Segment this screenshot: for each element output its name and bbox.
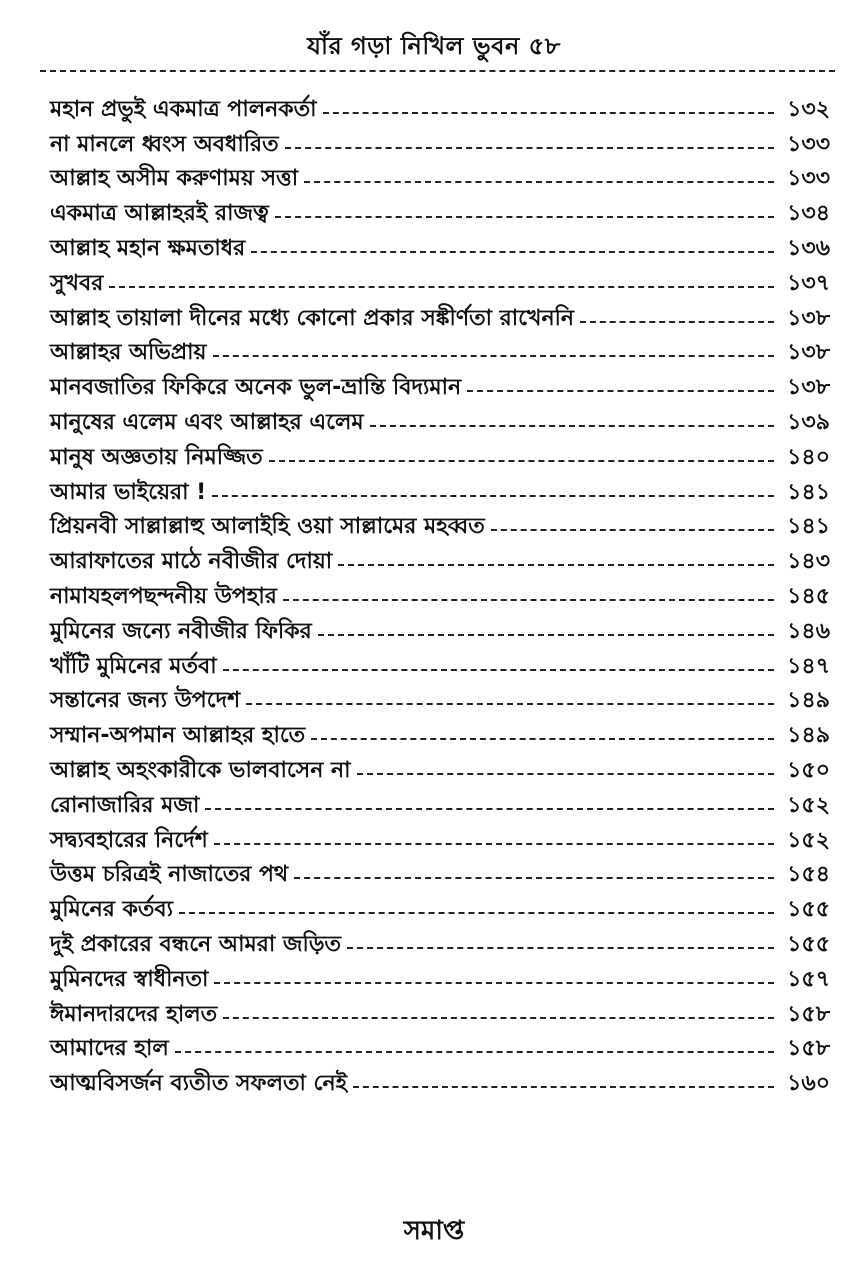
toc-entry-page-number: ১৪৯ (787, 688, 830, 714)
dot-leader (294, 877, 774, 879)
dot-leader (223, 669, 774, 671)
toc-entry-page-number: ১৪০ (787, 444, 830, 470)
toc-entry (50, 712, 830, 747)
dot-leader (467, 390, 774, 392)
dot-leader (353, 1086, 774, 1088)
toc-entry-title: উত্তম চরিত্রই নাজাতের পথ (50, 862, 289, 888)
toc-entry (50, 364, 830, 399)
toc-entry-page-number: ১৫৫ (787, 897, 830, 923)
toc-entry-page-number: ১৬০ (787, 1071, 830, 1097)
dot-leader (251, 251, 774, 253)
toc-entry-page-number: ১৫২ (787, 827, 830, 853)
toc-entry-title: আত্মবিসর্জন ব্যতীত সফলতা নেই (50, 1071, 348, 1097)
toc-entry-page-number: ১৩৬ (787, 235, 830, 261)
toc-entry-title: দুই প্রকারের বন্ধনে আমরা জড়িত (50, 931, 342, 957)
table-of-contents (50, 86, 830, 1095)
toc-entry (50, 608, 830, 643)
toc-entry-page-number: ১৩৮ (787, 375, 830, 401)
dot-leader (347, 947, 774, 949)
end-marker: সমাপ্ত (403, 1216, 465, 1246)
toc-entry (50, 538, 830, 573)
dot-leader (491, 529, 774, 531)
toc-entry-page-number: ১৫৮ (787, 1036, 830, 1062)
toc-entry-title: মানুষের এলেম এবং আল্লাহর এলেম (50, 409, 364, 435)
toc-entry-title: সদ্ব্যবহারের নির্দেশ (50, 827, 208, 853)
toc-entry (50, 921, 830, 956)
toc-entry-title: একমাত্র আল্লাহরই রাজত্ব (50, 201, 269, 227)
toc-entry (50, 678, 830, 713)
toc-entry (50, 156, 830, 191)
toc-entry (50, 86, 830, 121)
toc-entry-title: মহান প্রভুই একমাত্র পালনকর্তা (50, 96, 317, 122)
toc-entry-title: সন্তানের জন্য উপদেশ (50, 688, 241, 714)
toc-entry-title: আল্লাহ অহংকারীকে ভালবাসেন না (50, 757, 351, 783)
dot-leader (269, 460, 774, 462)
toc-entry (50, 956, 830, 991)
toc-entry-page-number: ১৫৮ (787, 1001, 830, 1027)
toc-entry-title: সুখবর (50, 270, 104, 296)
dot-leader (338, 564, 774, 566)
toc-entry-page-number: ১৫৭ (787, 966, 830, 992)
dot-leader (214, 982, 774, 984)
toc-entry-page-number: ১৩৩ (787, 131, 830, 157)
toc-entry-title: ঈমানদারদের হালত (50, 1001, 218, 1027)
toc-entry-page-number: ১৫৫ (787, 931, 830, 957)
toc-entry (50, 573, 830, 608)
dot-leader (223, 1017, 774, 1019)
dot-leader (357, 773, 774, 775)
toc-entry-title: আমাদের হাল (50, 1036, 169, 1062)
toc-entry (50, 817, 830, 852)
toc-entry (50, 747, 830, 782)
toc-entry-page-number: ১৩৩ (787, 166, 830, 192)
toc-entry (50, 852, 830, 887)
toc-entry-title: আল্লাহ তায়ালা দীনের মধ্যে কোনো প্রকার সঙ্কীর্ণতা রাখেননি (50, 305, 574, 331)
toc-entry-title: আরাফাতের মাঠে নবীজীর দোয়া (50, 549, 333, 575)
running-header: যাঁর গড়া নিখিল ভুবন ৫৮ (307, 32, 561, 60)
dot-leader (179, 912, 774, 914)
toc-entry (50, 434, 830, 469)
toc-entry-title: মুমিনের জন্যে নবীজীর ফিকির (50, 618, 312, 644)
dot-leader (323, 112, 774, 114)
toc-entry-page-number: ১৪১ (787, 479, 830, 505)
dot-leader (370, 425, 774, 427)
toc-entry (50, 121, 830, 156)
toc-entry-page-number: ১৩৭ (787, 270, 830, 296)
dot-leader (311, 738, 774, 740)
dot-leader (580, 321, 774, 323)
toc-entry-page-number: ১৫৪ (787, 862, 830, 888)
toc-entry-page-number: ১৪১ (787, 514, 830, 540)
toc-entry-title: মুমিনের কর্তব্য (50, 897, 173, 923)
header-divider (40, 70, 835, 72)
toc-entry (50, 399, 830, 434)
toc-entry-title: আমার ভাইয়েরা ! (50, 479, 207, 505)
toc-entry-page-number: ১৩২ (787, 96, 830, 122)
toc-entry-page-number: ১৪৭ (787, 653, 830, 679)
dot-leader (175, 1051, 774, 1053)
toc-entry-title: সম্মান-অপমান আল্লাহর হাতে (50, 723, 306, 749)
toc-entry-page-number: ১৩৪ (787, 201, 830, 227)
toc-entry (50, 469, 830, 504)
toc-entry (50, 643, 830, 678)
dot-leader (246, 703, 774, 705)
dot-leader (285, 147, 774, 149)
toc-entry-title: খাঁটি মুমিনের মর্তবা (50, 653, 217, 679)
toc-entry (50, 991, 830, 1026)
toc-entry-title: মানুষ অজ্ঞতায় নিমজ্জিত (50, 444, 263, 470)
toc-entry (50, 190, 830, 225)
toc-entry-page-number: ১৫২ (787, 792, 830, 818)
toc-entry (50, 1060, 830, 1095)
toc-entry-title: মানবজাতির ফিকিরে অনেক ভুল-ভ্রান্তি বিদ্যমান (50, 375, 462, 401)
toc-entry-title: না মানলে ধ্বংস অবধারিত (50, 131, 279, 157)
toc-entry-title: আল্লাহর অভিপ্রায় (50, 340, 207, 366)
dot-leader (205, 808, 774, 810)
toc-entry-title: আল্লাহ অসীম করুণাময় সত্তা (50, 166, 299, 192)
dot-leader (283, 599, 774, 601)
toc-entry (50, 260, 830, 295)
toc-entry-page-number: ১৩৯ (787, 409, 830, 435)
toc-entry-title: আল্লাহ মহান ক্ষমতাধর (50, 235, 246, 261)
toc-entry (50, 782, 830, 817)
toc-entry-title: রোনাজারির মজা (50, 792, 200, 818)
dot-leader (214, 843, 774, 845)
dot-leader (109, 286, 774, 288)
toc-entry-title: প্রিয়নবী সাল্লাল্লাহু আলাইহি ওয়া সাল্লামের মহব্বত (50, 514, 485, 540)
dot-leader (213, 355, 774, 357)
toc-entry-page-number: ১৪৫ (787, 583, 830, 609)
toc-entry (50, 504, 830, 539)
toc-entry (50, 886, 830, 921)
toc-entry-page-number: ১৩৮ (787, 305, 830, 331)
toc-entry-page-number: ১৫০ (787, 757, 830, 783)
toc-entry (50, 330, 830, 365)
dot-leader (318, 634, 774, 636)
toc-entry-page-number: ১৪৬ (787, 618, 830, 644)
toc-entry (50, 295, 830, 330)
toc-entry-page-number: ১৪৯ (787, 723, 830, 749)
dot-leader (304, 181, 774, 183)
toc-entry (50, 225, 830, 260)
toc-entry-page-number: ১৪৩ (787, 549, 830, 575)
dot-leader (212, 495, 774, 497)
dot-leader (275, 216, 774, 218)
toc-entry (50, 1026, 830, 1061)
toc-entry-title: মুমিনদের স্বাধীনতা (50, 966, 209, 992)
toc-entry-title: নামাযহলপছন্দনীয় উপহার (50, 583, 277, 609)
toc-entry-page-number: ১৩৮ (787, 340, 830, 366)
